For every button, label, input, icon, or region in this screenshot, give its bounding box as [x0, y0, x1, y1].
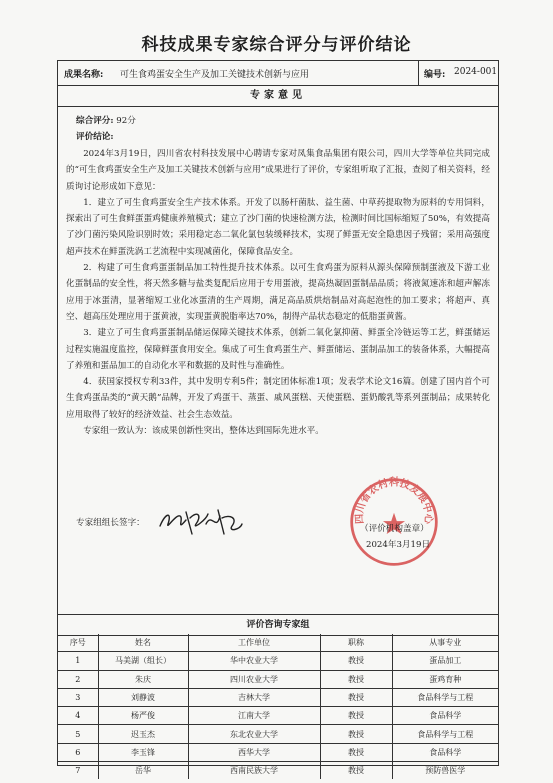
expert-table: [58, 634, 498, 779]
conclusion-paragraphs: [66, 146, 490, 439]
cell-field: 食品科学与工程: [392, 688, 498, 706]
paragraph-intro: 2024年3月19日，四川省农村科技发展中心聘请专家对凤集食品集团有限公司，四川大学等单位共同完成的“可生食鸡蛋安全生产及加工关键技术创新与应用”成果进行了评价，专家组听取了汇报，查阅了相关资料，经质询讨论形成如下意见：: [66, 149, 490, 192]
cell-no: 1: [58, 652, 98, 670]
paragraph-consensus: 专家组一致认为：该成果创新性突出，整体达到国际先进水平。: [83, 426, 324, 437]
table-row: [58, 688, 498, 706]
table-row: [58, 652, 498, 670]
cell-field: 蛋品加工: [392, 652, 498, 670]
col-header-unit: 工作单位: [188, 634, 320, 652]
leader-signature-label: 专家组组长签字：: [76, 518, 145, 528]
cell-name: 杨严俊: [98, 707, 188, 725]
evaluation-date: 2024年3月19日: [366, 540, 431, 550]
col-header-name: 姓名: [98, 634, 188, 652]
cell-name: 迟玉杰: [98, 725, 188, 743]
achievement-name-value: 可生食鸡蛋安全生产及加工关键技术创新与应用: [120, 70, 310, 80]
cell-title: 教授: [320, 670, 392, 688]
cell-name: 岳华: [98, 762, 188, 780]
paragraph-3: 3．建立了可生食鸡蛋蛋制品储运保障关键技术体系，创新二氧化氯抑菌、鲜蛋全冷链运等工艺，鲜蛋储运过程实施温度监控，保障鲜蛋食用安全。集成了可生食鸡蛋生产、鲜蛋储运、蛋制品加工的装备体系，大幅提高了养殖和蛋品加工的自动化水平和数据的及时性与准确性。: [66, 328, 490, 371]
score-value: 92分: [116, 116, 136, 126]
svg-text:四川省农村科技发展中心: 四川省农村科技发展中心: [354, 477, 434, 525]
expert-opinion-section: [58, 106, 498, 614]
section-title-expert-opinion: 专家意见: [58, 85, 498, 107]
cell-unit: 四川农业大学: [188, 670, 320, 688]
table-row: [58, 743, 498, 761]
form-header: [58, 61, 498, 86]
paragraph-4: 4．获国家授权专利33件，其中发明专利5件；制定团体标准1项；发表学术论文16篇。创建了国内首个可生食鸡蛋品类的“黄天鹅”品牌，开发了鸡蛋干、蒸蛋、戚风蛋糕、天使蛋糕、蛋奶酸乳等系列蛋制品；成果转化应用取得了较好的经济效益、社会生态效益。: [66, 377, 490, 420]
achievement-name-label: 成果名称:: [64, 70, 104, 80]
handwritten-signature: [156, 506, 246, 538]
col-header-field: 从事专业: [392, 634, 498, 652]
overall-score: [76, 114, 136, 126]
paragraph-2: 2．构建了可生食鸡蛋蛋制品加工特性提升技术体系。以可生食鸡蛋为原料从源头保障预制蛋液及下游工业化蛋制品的安全性，将天然多糖与盐类复配后应用于专用蛋液，提高热凝固蛋制品品质；将液氮速冻和超声解冻应用于冰蛋清，显著缩短工业化冰蛋清的生产周期，满足高品质烘焙制品对高起泡性的加工要求；将超声、真空、超高压处理应用于蛋黄液，实现蛋黄脱脂率达70%，制得产品状态稳定的低脂蛋黄酱。: [66, 263, 490, 322]
cell-field: 蛋鸡育种: [392, 670, 498, 688]
evaluation-form: [57, 60, 499, 776]
table-row: [58, 707, 498, 725]
cell-title: 教授: [320, 725, 392, 743]
col-header-title: 职称: [320, 634, 392, 652]
serial-number-label: 编号:: [424, 70, 446, 80]
cell-unit: 吉林大学: [188, 688, 320, 706]
cell-field: 食品科学: [392, 707, 498, 725]
cell-unit: 华中农业大学: [188, 652, 320, 670]
cell-no: 4: [58, 707, 98, 725]
cell-title: 教授: [320, 652, 392, 670]
cell-unit: 西南民族大学: [188, 762, 320, 780]
cell-field: 食品科学: [392, 743, 498, 761]
cell-unit: 西华大学: [188, 743, 320, 761]
cell-name: 刘静波: [98, 688, 188, 706]
document-title: 科技成果专家综合评分与评价结论: [141, 35, 412, 55]
table-header-row: [58, 634, 498, 652]
cell-field: 食品科学与工程: [392, 725, 498, 743]
cell-no: 2: [58, 670, 98, 688]
cell-title: 教授: [320, 688, 392, 706]
serial-number-value: 2024-001: [454, 67, 498, 77]
header-divider: [418, 61, 419, 85]
table-row: [58, 762, 498, 780]
score-label: 综合评分:: [76, 116, 114, 126]
cell-name: 马美湖（组长）: [98, 652, 188, 670]
cell-unit: 江南大学: [188, 707, 320, 725]
cell-title: 教授: [320, 762, 392, 780]
cell-no: 7: [58, 762, 98, 780]
table-row: [58, 725, 498, 743]
col-header-no: 序号: [58, 634, 98, 652]
cell-no: 6: [58, 743, 98, 761]
cell-no: 5: [58, 725, 98, 743]
paragraph-1: 1．建立了可生食鸡蛋安全生产技术体系。开发了以肠杆菌肽、益生菌、中草药提取物为原料的专用饲料，探索出了可生食鲜蛋蛋鸡健康养殖模式；建立了沙门菌的快速检测方法，检测时间比国标缩短了50%，有效提高了沙门菌污染风险识别时效；采用稳定态二氧化氯包装缓释技术，实现了鲜蛋无安全隐患因子残留；采用高强度超声技术在鲜蛋洗涡工艺流程中实现减菌化，保障食品安全。: [66, 197, 490, 257]
table-row: [58, 670, 498, 688]
cell-unit: 东北农业大学: [188, 725, 320, 743]
cell-no: 3: [58, 688, 98, 706]
expert-group-title: 评价咨询专家组: [58, 614, 498, 636]
cell-title: 教授: [320, 743, 392, 761]
conclusion-label: 评价结论:: [76, 132, 114, 142]
cell-name: 朱庆: [98, 670, 188, 688]
cell-title: 教授: [320, 707, 392, 725]
evaluation-org-stamp-label: （评价机构盖章）: [360, 524, 429, 534]
cell-name: 李玉锋: [98, 743, 188, 761]
cell-field: 预防兽医学: [392, 762, 498, 780]
